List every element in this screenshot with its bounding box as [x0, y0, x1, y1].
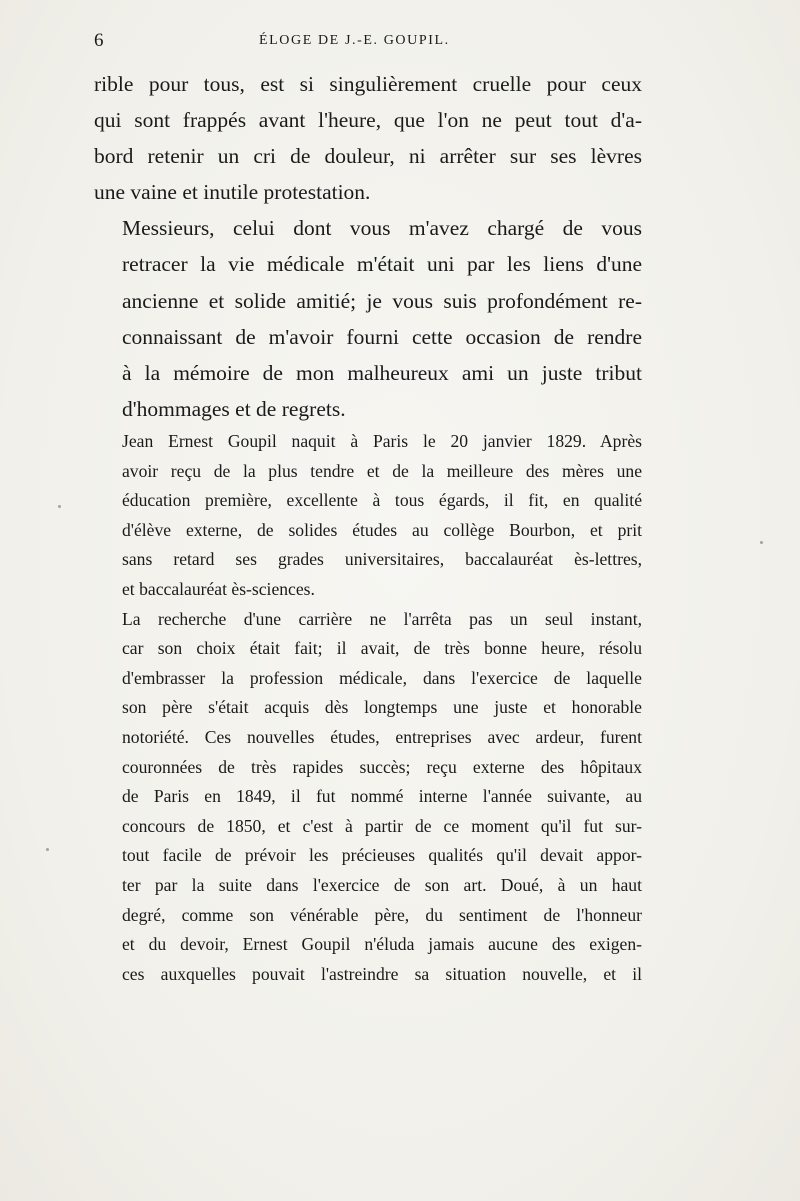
paragraph-birth [94, 427, 642, 605]
text-line: La recherche d'une carrière ne l'arrêta pas un seul instant, [122, 608, 642, 629]
paragraph-messieurs [94, 210, 642, 427]
text-line: ces auxquelles pouvait l'astreindre sa situation nouvelle, et il [122, 963, 642, 984]
text-line: qui sont frappés avant l'heure, que l'on ne peut tout d'a- [94, 108, 642, 133]
page-number: 6 [94, 30, 104, 51]
paper-speck [46, 848, 49, 851]
text-line: d'élève externe, de solides études au collège Bourbon, et prit [122, 519, 642, 540]
text-line: ter par la suite dans l'exercice de son art. Doué, à un haut [122, 874, 642, 895]
text-line: Messieurs, celui dont vous m'avez chargé de vous [122, 216, 642, 241]
text-line: connaissant de m'avoir fourni cette occasion de rendre [122, 324, 642, 349]
text-line: notoriété. Ces nouvelles études, entreprises avec ardeur, furent [122, 726, 642, 747]
text-line: à la mémoire de mon malheureux ami un juste tribut [122, 360, 642, 385]
text-line: ancienne et solide amitié; je vous suis profondément re- [122, 288, 642, 313]
text-line: une vaine et inutile protestation. [94, 180, 371, 205]
text-line: et du devoir, Ernest Goupil n'éluda jamais aucune des exigen- [122, 934, 642, 955]
text-line: degré, comme son vénérable père, du sentiment de l'honneur [122, 904, 642, 925]
text-line: d'hommages et de regrets. [122, 396, 346, 421]
text-line: car son choix était fait; il avait, de très bonne heure, résolu [122, 638, 642, 659]
paper-speck [58, 505, 61, 508]
paper-speck [760, 541, 763, 544]
text-line: avoir reçu de la plus tendre et de la meilleure des mères une [122, 460, 642, 481]
paragraph-closing-sentence [94, 66, 642, 210]
text-line: Jean Ernest Goupil naquit à Paris le 20 janvier 1829. Après [122, 431, 642, 451]
text-line: concours de 1850, et c'est à partir de ce moment qu'il fut sur- [122, 815, 642, 836]
text-line: son père s'était acquis dès longtemps une juste et honorable [122, 697, 642, 718]
page-header [94, 30, 642, 54]
text-line: tout facile de prévoir les précieuses qualités qu'il devait appor- [122, 845, 642, 866]
text-line: sans retard ses grades universitaires, baccalauréat ès-lettres, [122, 549, 642, 570]
text-line: de Paris en 1849, il fut nommé interne l'année suivante, au [122, 786, 642, 807]
text-line: bord retenir un cri de douleur, ni arrêter sur ses lèvres [94, 144, 642, 169]
paragraph-career [94, 605, 642, 990]
text-line: éducation première, excellente à tous égards, il fit, en qualité [122, 490, 642, 511]
intro-text [94, 66, 642, 427]
text-line: d'embrasser la profession médicale, dans l'exercice de laquelle [122, 667, 642, 688]
text-line: retracer la vie médicale m'était uni par les liens d'une [122, 252, 642, 277]
running-title: ÉLOGE DE J.-E. GOUPIL. [259, 33, 450, 48]
text-line: et baccalauréat ès-sciences. [122, 578, 315, 599]
biography-text [94, 427, 642, 989]
text-line: rible pour tous, est si singulièrement cruelle pour ceux [94, 72, 642, 96]
text-line: couronnées de très rapides succès; reçu externe des hôpitaux [122, 756, 642, 777]
